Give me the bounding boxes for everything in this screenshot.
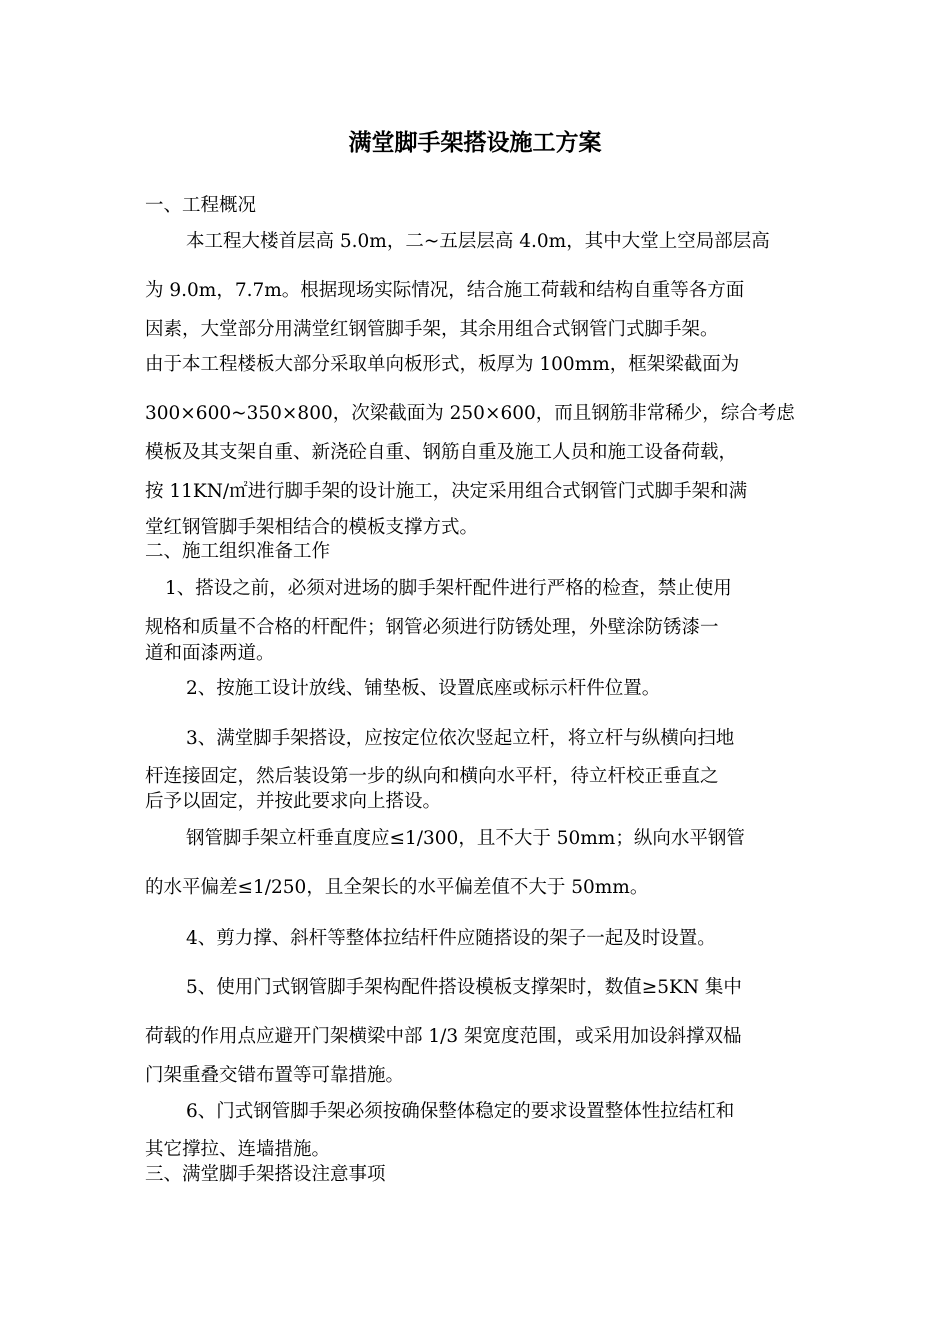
section-heading-2: 二、施工组织准备工作 bbox=[145, 541, 331, 562]
paragraph-line: 模板及其支架自重、新浇砼自重、钢筋自重及施工人员和施工设备荷载， bbox=[145, 442, 738, 463]
paragraph-line: 1、搭设之前，必须对进场的脚手架杆配件进行严格的检查，禁止使用 bbox=[165, 578, 732, 599]
paragraph-line: 门架重叠交错布置等可靠措施。 bbox=[145, 1065, 405, 1086]
paragraph-line: 按 11KN/㎡进行脚手架的设计施工，决定采用组合式钢管门式脚手架和满 bbox=[145, 481, 748, 502]
paragraph-line: 5、使用门式钢管脚手架构配件搭设模板支撑架时，数值≥5KN 集中 bbox=[186, 977, 742, 998]
paragraph-line: 荷载的作用点应避开门架横梁中部 1/3 架宽度范围，或采用加设斜撑双榀 bbox=[145, 1026, 742, 1047]
paragraph-line: 杆连接固定，然后装设第一步的纵向和横向水平杆，待立杆校正垂直之 bbox=[145, 766, 719, 787]
paragraph-line: 为 9.0m，7.7m。根据现场实际情况，结合施工荷载和结构自重等各方面 bbox=[145, 280, 745, 301]
paragraph-line: 其它撑拉、连墙措施。 bbox=[145, 1139, 331, 1160]
paragraph-line: 300×600~350×800，次梁截面为 250×600，而且钢筋非常稀少，综合考虑 bbox=[145, 403, 795, 424]
paragraph-line: 的水平偏差≤1/250，且全架长的水平偏差值不大于 50mm。 bbox=[145, 877, 649, 898]
paragraph-line: 后予以固定，并按此要求向上搭设。 bbox=[145, 791, 442, 812]
paragraph-line: 堂红钢管脚手架相结合的模板支撑方式。 bbox=[145, 517, 479, 538]
paragraph-line: 由于本工程楼板大部分采取单向板形式，板厚为 100mm，框架梁截面为 bbox=[145, 354, 740, 375]
paragraph-line: 2、按施工设计放线、铺垫板、设置底座或标示杆件位置。 bbox=[186, 678, 661, 699]
paragraph-line: 道和面漆两道。 bbox=[145, 643, 275, 664]
paragraph-line: 规格和质量不合格的杆配件；钢管必须进行防锈处理，外壁涂防锈漆一 bbox=[145, 617, 719, 638]
paragraph-line: 6、门式钢管脚手架必须按确保整体稳定的要求设置整体性拉结杠和 bbox=[186, 1101, 735, 1122]
paragraph-line: 因素，大堂部分用满堂红钢管脚手架，其余用组合式钢管门式脚手架。 bbox=[145, 319, 719, 340]
section-heading-1: 一、工程概况 bbox=[145, 195, 257, 216]
paragraph-line: 本工程大楼首层高 5.0m，二~五层层高 4.0m，其中大堂上空局部层高 bbox=[186, 231, 770, 252]
paragraph-line: 钢管脚手架立杆垂直度应≤1/300，且不大于 50mm；纵向水平钢管 bbox=[186, 828, 745, 849]
document-title: 满堂脚手架搭设施工方案 bbox=[348, 129, 602, 156]
paragraph-line: 4、剪力撑、斜杆等整体拉结杆件应随搭设的架子一起及时设置。 bbox=[186, 928, 716, 949]
section-heading-3: 三、满堂脚手架搭设注意事项 bbox=[145, 1164, 386, 1185]
paragraph-line: 3、满堂脚手架搭设，应按定位依次竖起立杆，将立杆与纵横向扫地 bbox=[186, 728, 735, 749]
